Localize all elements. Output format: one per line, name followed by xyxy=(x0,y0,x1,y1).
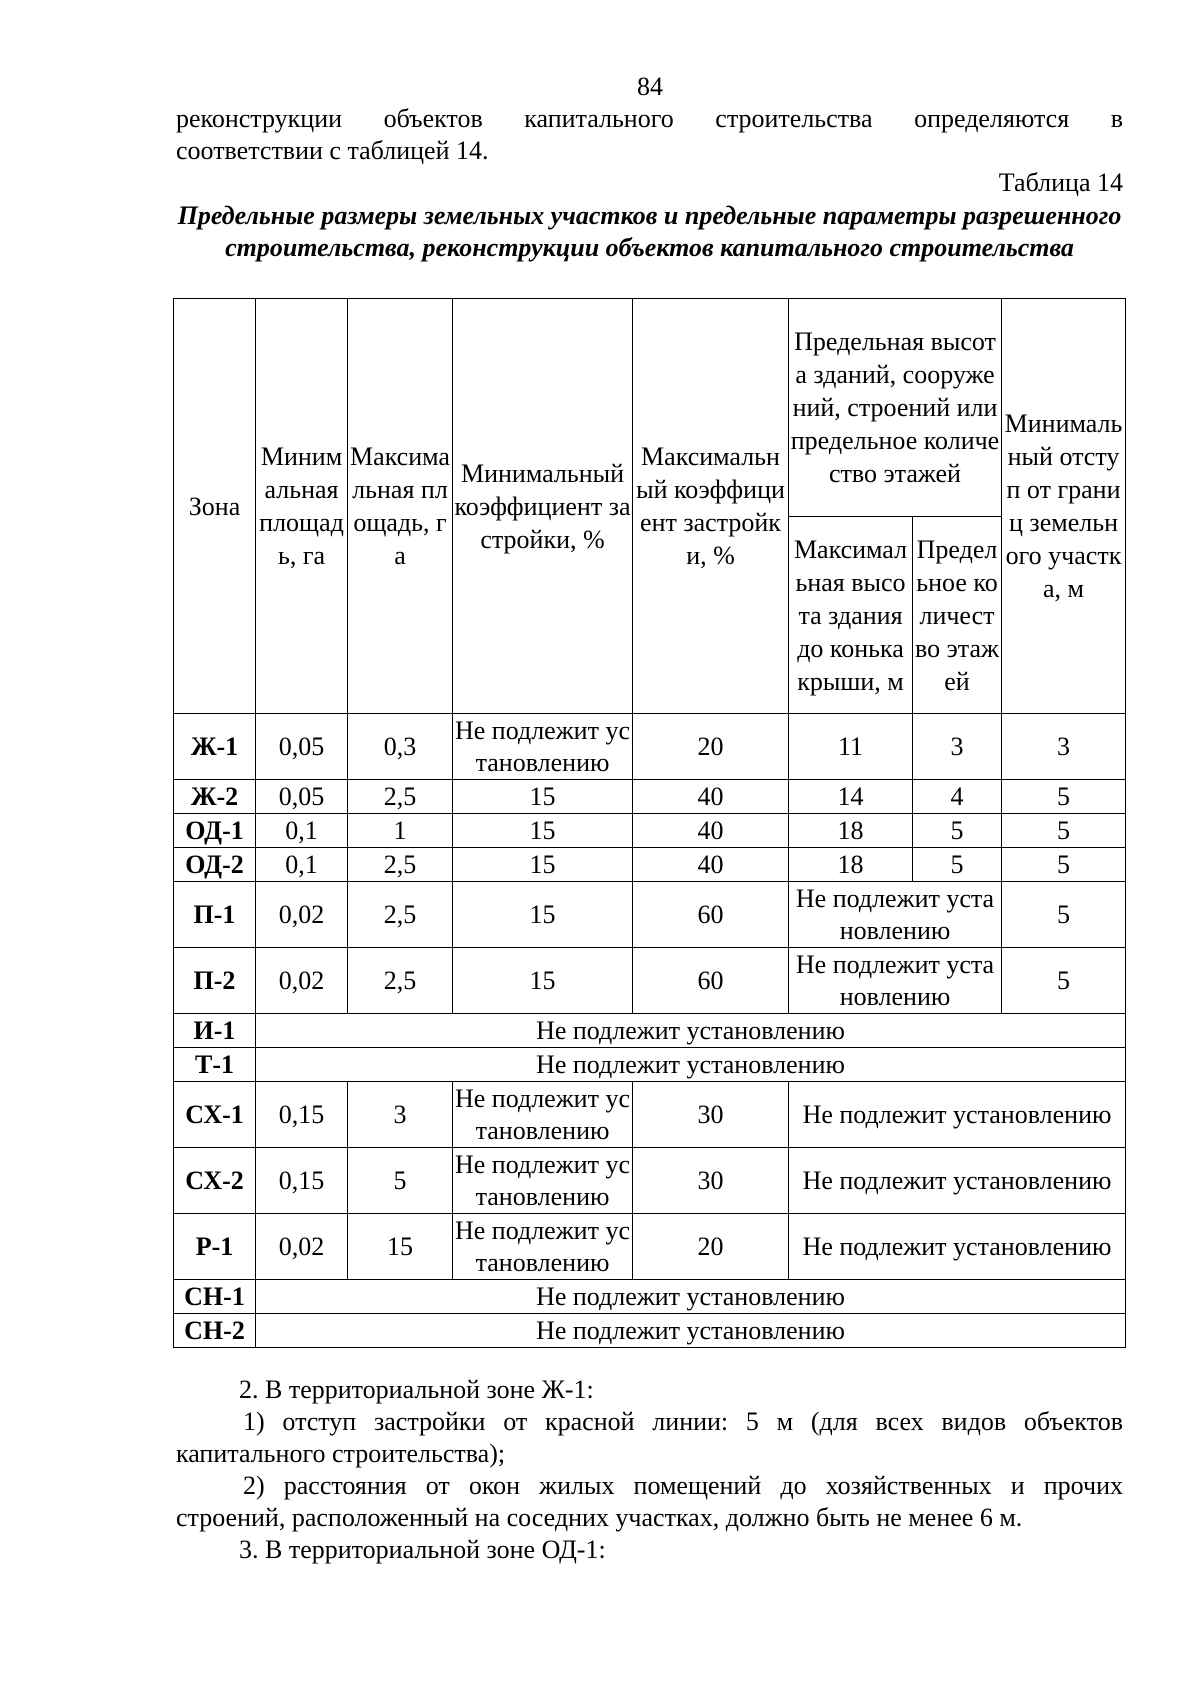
intro-line-2: соответствии с таблицей 14. xyxy=(176,136,489,165)
header-max-coef: Максимальный коэффициент застройки, % xyxy=(633,299,789,714)
cell-max-area: 3 xyxy=(348,1082,453,1148)
cell-max-area: 2,5 xyxy=(348,780,453,814)
table-row xyxy=(174,1014,1126,1048)
cell-max-height: 14 xyxy=(789,780,913,814)
cell-setback: 5 xyxy=(1002,780,1126,814)
cell-zone: Р-1 xyxy=(174,1214,256,1280)
table-row xyxy=(174,1082,1126,1148)
header-height-group: Предельная высота зданий, сооружений, строений или предельное количество этажей xyxy=(789,299,1002,517)
cell-min-coef: 15 xyxy=(453,780,633,814)
cell-max-coef: 30 xyxy=(633,1148,789,1214)
header-min-setback: Минимальный отступ от границ земельного участка, м xyxy=(1002,299,1126,714)
paragraph-zone-zh1: 2. В территориальной зоне Ж-1: xyxy=(239,1375,594,1404)
cell-height-merged: Не подлежит установлению xyxy=(789,882,1002,948)
cell-zone: ОД-2 xyxy=(174,848,256,882)
table-label: Таблица 14 xyxy=(998,168,1123,197)
cell-max-coef: 60 xyxy=(633,948,789,1014)
cell-zone: Ж-1 xyxy=(174,714,256,780)
table-row xyxy=(174,780,1126,814)
cell-tail-merged: Не подлежит установлению xyxy=(789,1082,1126,1148)
cell-max-coef: 40 xyxy=(633,780,789,814)
cell-zone: СХ-2 xyxy=(174,1148,256,1214)
cell-min-area: 0,15 xyxy=(256,1148,348,1214)
table-row xyxy=(174,714,1126,780)
cell-min-area: 0,02 xyxy=(256,1214,348,1280)
cell-zone: П-1 xyxy=(174,882,256,948)
cell-max-height: 18 xyxy=(789,814,913,848)
paragraph-zone-od1: 3. В территориальной зоне ОД-1: xyxy=(239,1535,606,1564)
table-row xyxy=(174,1048,1126,1082)
cell-max-coef: 20 xyxy=(633,1214,789,1280)
cell-min-area: 0,15 xyxy=(256,1082,348,1148)
cell-max-floors: 5 xyxy=(913,848,1002,882)
cell-max-coef: 20 xyxy=(633,714,789,780)
cell-min-area: 0,02 xyxy=(256,948,348,1014)
table-row xyxy=(174,1148,1126,1214)
cell-setback: 5 xyxy=(1002,948,1126,1014)
cell-max-area: 0,3 xyxy=(348,714,453,780)
header-min-area: Минимальная площадь, га xyxy=(256,299,348,714)
cell-max-area: 1 xyxy=(348,814,453,848)
cell-merged: Не подлежит установлению xyxy=(256,1014,1126,1048)
cell-min-coef: 15 xyxy=(453,882,633,948)
cell-max-area: 15 xyxy=(348,1214,453,1280)
table-title: Предельные размеры земельных участков и предельные параметры разрешенного строительства, реконструкции объектов капитального строительства xyxy=(177,201,1122,262)
table-row xyxy=(174,1314,1126,1348)
cell-max-coef: 60 xyxy=(633,882,789,948)
cell-min-coef: 15 xyxy=(453,814,633,848)
cell-max-floors: 5 xyxy=(913,814,1002,848)
intro-line-1: реконструкции объектов капитального строительства определяются в xyxy=(176,104,1123,133)
cell-min-area: 0,1 xyxy=(256,848,348,882)
cell-max-area: 5 xyxy=(348,1148,453,1214)
cell-zone: СН-1 xyxy=(174,1280,256,1314)
cell-max-floors: 4 xyxy=(913,780,1002,814)
cell-max-area: 2,5 xyxy=(348,948,453,1014)
header-max-area: Максимальная площадь, га xyxy=(348,299,453,714)
cell-setback: 5 xyxy=(1002,814,1126,848)
table-row xyxy=(174,848,1126,882)
cell-merged: Не подлежит установлению xyxy=(256,1280,1126,1314)
cell-setback: 5 xyxy=(1002,882,1126,948)
cell-max-floors: 3 xyxy=(913,714,1002,780)
zones-table xyxy=(173,298,1126,1348)
table-row xyxy=(174,1214,1126,1280)
cell-setback: 3 xyxy=(1002,714,1126,780)
cell-zone: ОД-1 xyxy=(174,814,256,848)
cell-zone: Ж-2 xyxy=(174,780,256,814)
paragraph-window-distance: 2) расстояния от окон жилых помещений до хозяйственных и прочих строений, расположенный на соседних участках, должно быть не менее 6 м. xyxy=(176,1471,1123,1532)
cell-zone: П-2 xyxy=(174,948,256,1014)
cell-min-coef: 15 xyxy=(453,848,633,882)
cell-merged: Не подлежит установлению xyxy=(256,1048,1126,1082)
table-row xyxy=(174,814,1126,848)
header-max-floors: Предельное количество этажей xyxy=(913,517,1002,714)
table-row xyxy=(174,948,1126,1014)
cell-max-coef: 30 xyxy=(633,1082,789,1148)
cell-min-coef: 15 xyxy=(453,948,633,1014)
cell-height-merged: Не подлежит установлению xyxy=(789,948,1002,1014)
page-number: 84 xyxy=(637,72,663,101)
cell-min-coef: Не подлежит установлению xyxy=(453,1148,633,1214)
header-min-coef: Минимальный коэффициент застройки, % xyxy=(453,299,633,714)
table-row xyxy=(174,1280,1126,1314)
header-max-height: Максимальная высота здания до конька крыши, м xyxy=(789,517,913,714)
cell-min-area: 0,1 xyxy=(256,814,348,848)
cell-min-coef: Не подлежит установлению xyxy=(453,714,633,780)
cell-max-coef: 40 xyxy=(633,848,789,882)
cell-min-coef: Не подлежит установлению xyxy=(453,1082,633,1148)
table-row xyxy=(174,882,1126,948)
cell-zone: И-1 xyxy=(174,1014,256,1048)
cell-tail-merged: Не подлежит установлению xyxy=(789,1214,1126,1280)
intro-paragraph xyxy=(176,103,1123,167)
cell-zone: Т-1 xyxy=(174,1048,256,1082)
cell-min-area: 0,02 xyxy=(256,882,348,948)
cell-setback: 5 xyxy=(1002,848,1126,882)
cell-max-coef: 40 xyxy=(633,814,789,848)
header-zone: Зона xyxy=(174,299,256,714)
cell-zone: СН-2 xyxy=(174,1314,256,1348)
paragraph-setback-red-line: 1) отступ застройки от красной линии: 5 м (для всех видов объектов капитального строительства); xyxy=(176,1407,1123,1468)
cell-min-area: 0,05 xyxy=(256,780,348,814)
cell-merged: Не подлежит установлению xyxy=(256,1314,1126,1348)
cell-max-height: 11 xyxy=(789,714,913,780)
cell-min-coef: Не подлежит установлению xyxy=(453,1214,633,1280)
cell-min-area: 0,05 xyxy=(256,714,348,780)
cell-zone: СХ-1 xyxy=(174,1082,256,1148)
cell-max-height: 18 xyxy=(789,848,913,882)
cell-max-area: 2,5 xyxy=(348,848,453,882)
cell-max-area: 2,5 xyxy=(348,882,453,948)
cell-tail-merged: Не подлежит установлению xyxy=(789,1148,1126,1214)
